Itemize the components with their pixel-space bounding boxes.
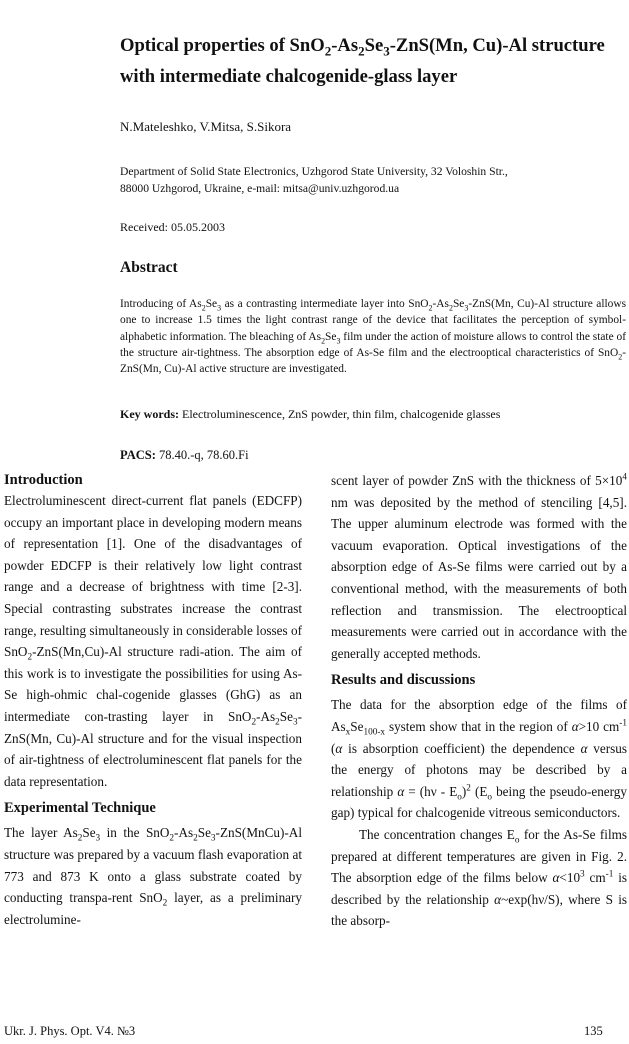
experimental-paragraph-cont: scent layer of powder ZnS with the thickness of $5\times 10^4$ nm was deposited by the method of stenciling [4,5]. The upper aluminum electrode was formed with the vacuum evaporation. Optical investigations of the absorption edge of As-Se films were carried out by a conventional method, with the measurements of both reflection and transmission. The electrooptical measurements were carried out in accordance with the generally accepted methods. [331, 471, 627, 661]
affiliation [120, 164, 620, 197]
journal-reference: Ukr. J. Phys. Opt. V4. №3 [4, 1024, 136, 1038]
page-number: 135 [584, 1024, 603, 1038]
right-column [331, 470, 627, 932]
title-line-1: Optical properties of $SnO_2-As_2Se_3-ZnS(Mn$, Cu)-Al structure [120, 35, 605, 59]
keywords [120, 407, 626, 422]
authors: N.Mateleshko, V.Mitsa, S.Sikora [120, 119, 292, 134]
pacs-text: 78.40.-q, 78.60.Fi [155, 448, 249, 462]
keywords-label: Key words: [120, 407, 179, 421]
left-column [4, 470, 302, 930]
affiliation-line-1: Department of Solid State Electronics, Uzhgorod State University, 32 Voloshin Str., [120, 165, 508, 178]
received-date: Received: 05.05.2003 [120, 220, 225, 234]
introduction-paragraph: Electroluminescent direct-current flat panels (EDCFP) occupy an important place in developing modern means of representation [1]. One of the disadvantages of powder EDCFP is their relatively low light contrast range and a decrease of brightness with time [2-3]. Special contrasting substrates increase the contrast range, resulting simultaneously in considerable losses of SnO$_2$-ZnS(Mn,Cu)-Al structure radi-ation. The aim of this work is to investigate the possibilities for using As-Se high-ohmic chal-cogenide glasses (GhG) as an intermediate con-trasting layer in $SnO_2-As_2Se_3-ZnS(Mn$, Cu)-Al structure and for the visual inspection of air-tightness of electroluminescent flat panels for the data representation. [4, 493, 302, 789]
title-line-2: with intermediate chalcogenide-glass layer [120, 66, 458, 87]
pacs-label: PACS: [120, 448, 156, 462]
section-heading-introduction: Introduction [4, 472, 83, 488]
section-heading-experimental: Experimental Technique [4, 800, 156, 817]
paper-title [120, 30, 620, 92]
results-paragraph-1: The data for the absorption edge of the films of $As_xSe_{100-x}$ system show that in the region of α>10 $cm^{-1}$ (α is absorption coefficient) the dependence α versus the energy of photons may be described by a relationship $\alpha = (h\nu - E_o)^2$ ($E_o$ being the pseudo-energy gap) typical for chalcogenide vitreous semiconductors. [331, 697, 628, 821]
experimental-paragraph: The layer $As_2Se_3$ in the $SnO_2-As_2Se_3-ZnS(MnCu)-Al$ structure was prepared by a vacuum flash evaporation at 773 and 873 K onto a glass substrate coated by conducting transpa-rent SnO$_2$ layer, as a preliminary electrolumine- [4, 825, 303, 927]
abstract-heading: Abstract [120, 259, 178, 276]
abstract-text: Introducing of $As_2Se_3$ as a contrasting intermediate layer into $SnO_2-As_2Se_3-ZnS(Mn$, Cu)-Al structure allows one to increase 1.5 times the light contrast range of the device that facilitates the perception of symbol-alphabetic information. The bleaching of $As_2Se_3$ film under the action of moisture allows to control the state of the structure air-tightness. The absorption edge of As-Se film and the electrooptical characteristics of SnO$_2$-ZnS(Mn, Cu)-Al active structure are investigated. [120, 298, 626, 376]
results-paragraph-2: The concentration changes $E_o$ for the As-Se films prepared at different temperatures are given in Fig. 2. The absorption edge of the films below $\alpha<10^3$ $cm^{-1}$ is described by the relationship α~exp(hν/S), where S is the absorp- [331, 826, 627, 929]
keywords-text: Electroluminescence, ZnS powder, thin film, chalcogenide glasses [179, 407, 501, 421]
pacs [120, 448, 249, 463]
section-heading-results: Results and discussions [331, 672, 476, 689]
affiliation-line-2: 88000 Uzhgorod, Ukraine, e-mail: mitsa@univ.uzhgorod.ua [120, 181, 400, 195]
